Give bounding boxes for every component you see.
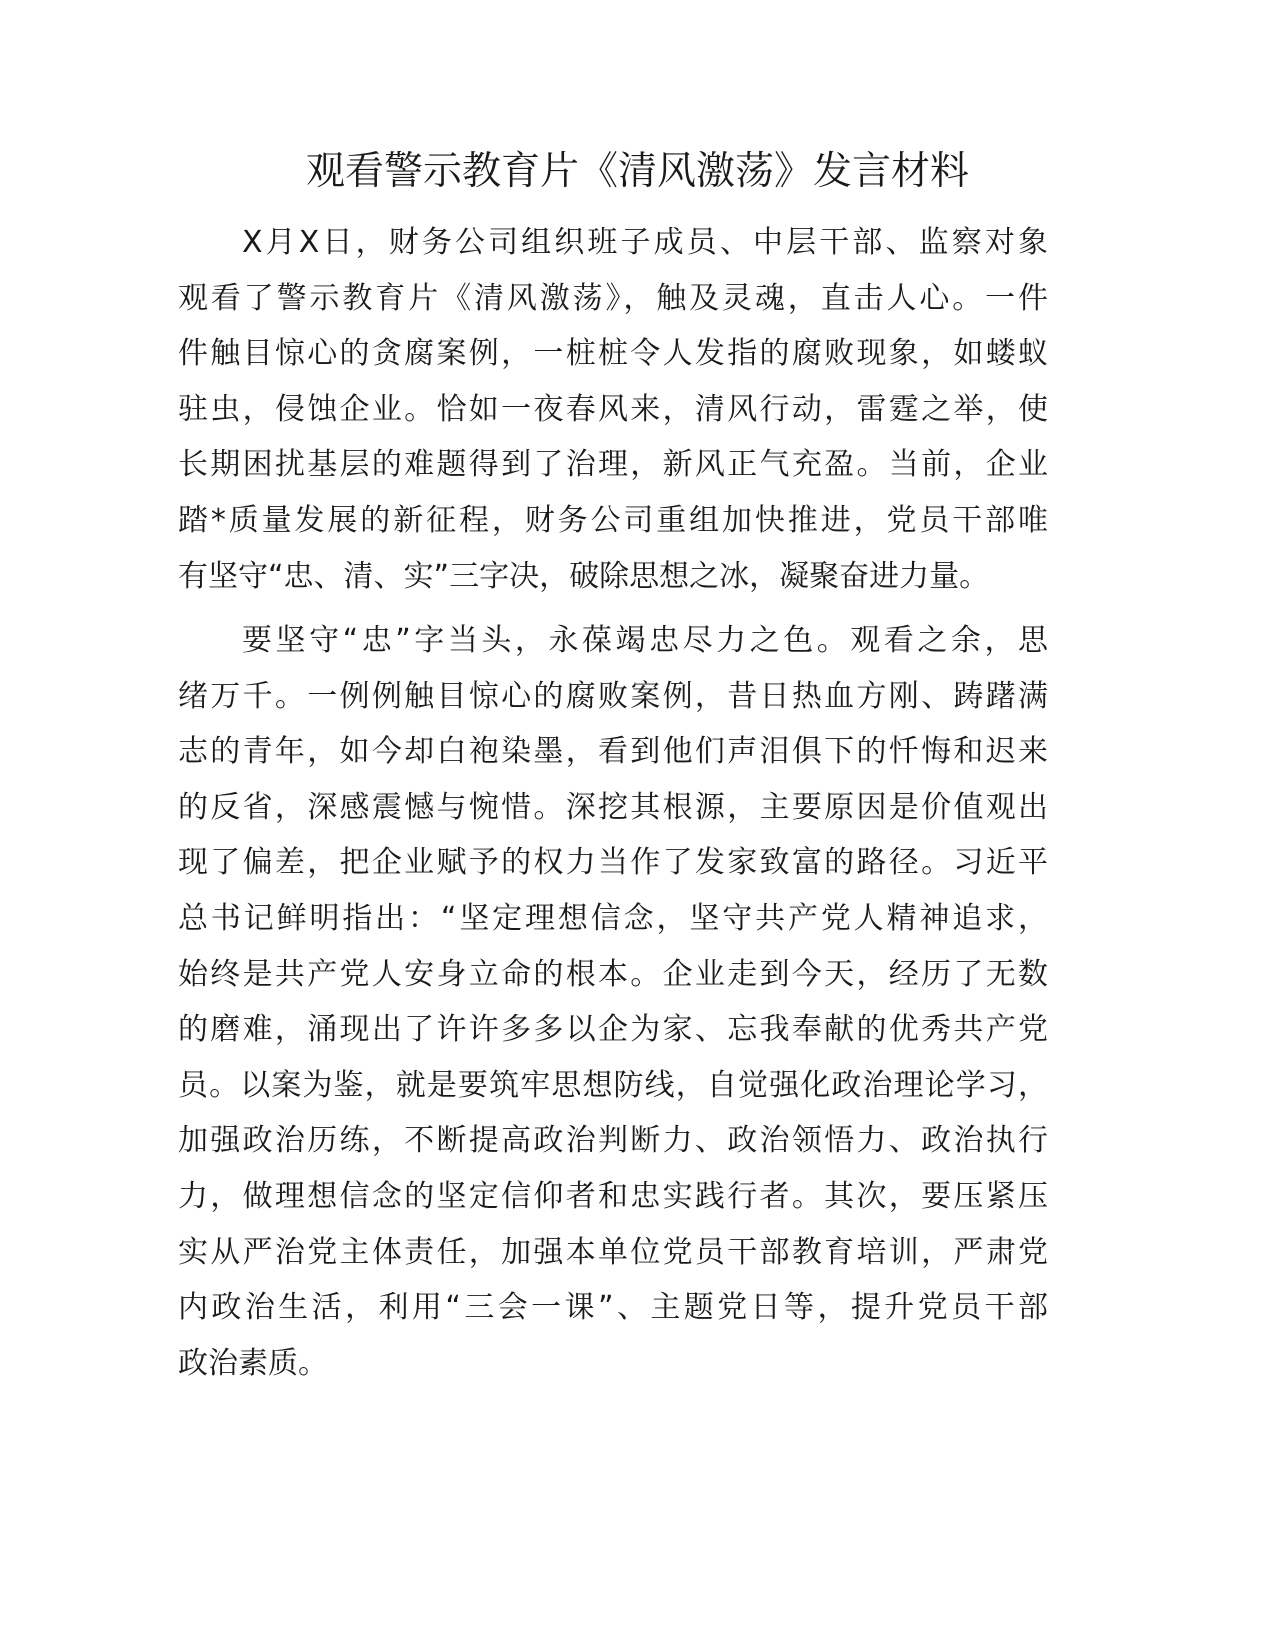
paragraph-1-line: 驻虫，侵蚀企业。恰如一夜春风来，清风行动，雷霆之举，使 — [178, 391, 1048, 427]
paragraph-2-line: 要坚守“忠”字当头，永葆竭忠尽力之色。观看之余，思 — [242, 623, 1048, 658]
paragraph-2-line: 的磨难，涌现出了许许多多以企为家、忘我奉献的优秀共产党 — [178, 1012, 1048, 1048]
paragraph-1-line: 观看了警示教育片《清风激荡》，触及灵魂，直击人心。一件 — [178, 280, 1048, 316]
paragraph-1-line: 踏*质量发展的新征程，财务公司重组加快推进，党员干部唯 — [178, 503, 1048, 538]
paragraph-2-line: 员。以案为鉴，就是要筑牢思想防线，自觉强化政治理论学习， — [178, 1067, 1048, 1103]
paragraph-2-line: 的反省，深感震憾与惋惜。深挖其根源，主要原因是价值观出 — [178, 789, 1048, 825]
paragraph-2-line: 现了偏差，把企业赋予的权力当作了发家致富的路径。习近平 — [178, 845, 1048, 881]
paragraph-2-line: 力，做理想信念的坚定信仰者和忠实践行者。其次，要压紧压 — [178, 1179, 1048, 1214]
document-title: 观看警示教育片《清风激荡》发言材料 — [305, 149, 969, 194]
paragraph-1-line: 长期困扰基层的难题得到了治理，新风正气充盈。当前，企业 — [178, 447, 1048, 483]
paragraph-1-line: 件触目惊心的贪腐案例，一桩桩令人发指的腐败现象，如蝼蚁 — [178, 336, 1048, 372]
paragraph-2-line: 加强政治历练，不断提高政治判断力、政治领悟力、政治执行 — [178, 1123, 1048, 1159]
paragraph-2-line: 始终是共产党人安身立命的根本。企业走到今天，经历了无数 — [178, 956, 1048, 992]
paragraph-1-line: X月X日，财务公司组织班子成员、中层干部、监察对象 — [242, 225, 1048, 260]
paragraph-2-line: 内政治生活，利用“三会一课”、主题党日等，提升党员干部 — [178, 1290, 1048, 1326]
paragraph-2-line: 总书记鲜明指出：“坚定理想信念，坚守共产党人精神追求， — [178, 901, 1048, 936]
paragraph-2-line: 绪万千。一例例触目惊心的腐败案例，昔日热血方刚、踌躇满 — [178, 678, 1048, 714]
paragraph-2-line: 志的青年，如今却白袍染墨，看到他们声泪俱下的忏悔和迟来 — [178, 734, 1048, 770]
paragraph-1-line: 有坚守“忠、清、实”三字决，破除思想之冰，凝聚奋进力量。 — [178, 558, 990, 594]
paragraph-2-line: 实从严治党主体责任，加强本单位党员干部教育培训，严肃党 — [178, 1234, 1048, 1270]
paragraph-2-line: 政治素质。 — [178, 1345, 328, 1381]
